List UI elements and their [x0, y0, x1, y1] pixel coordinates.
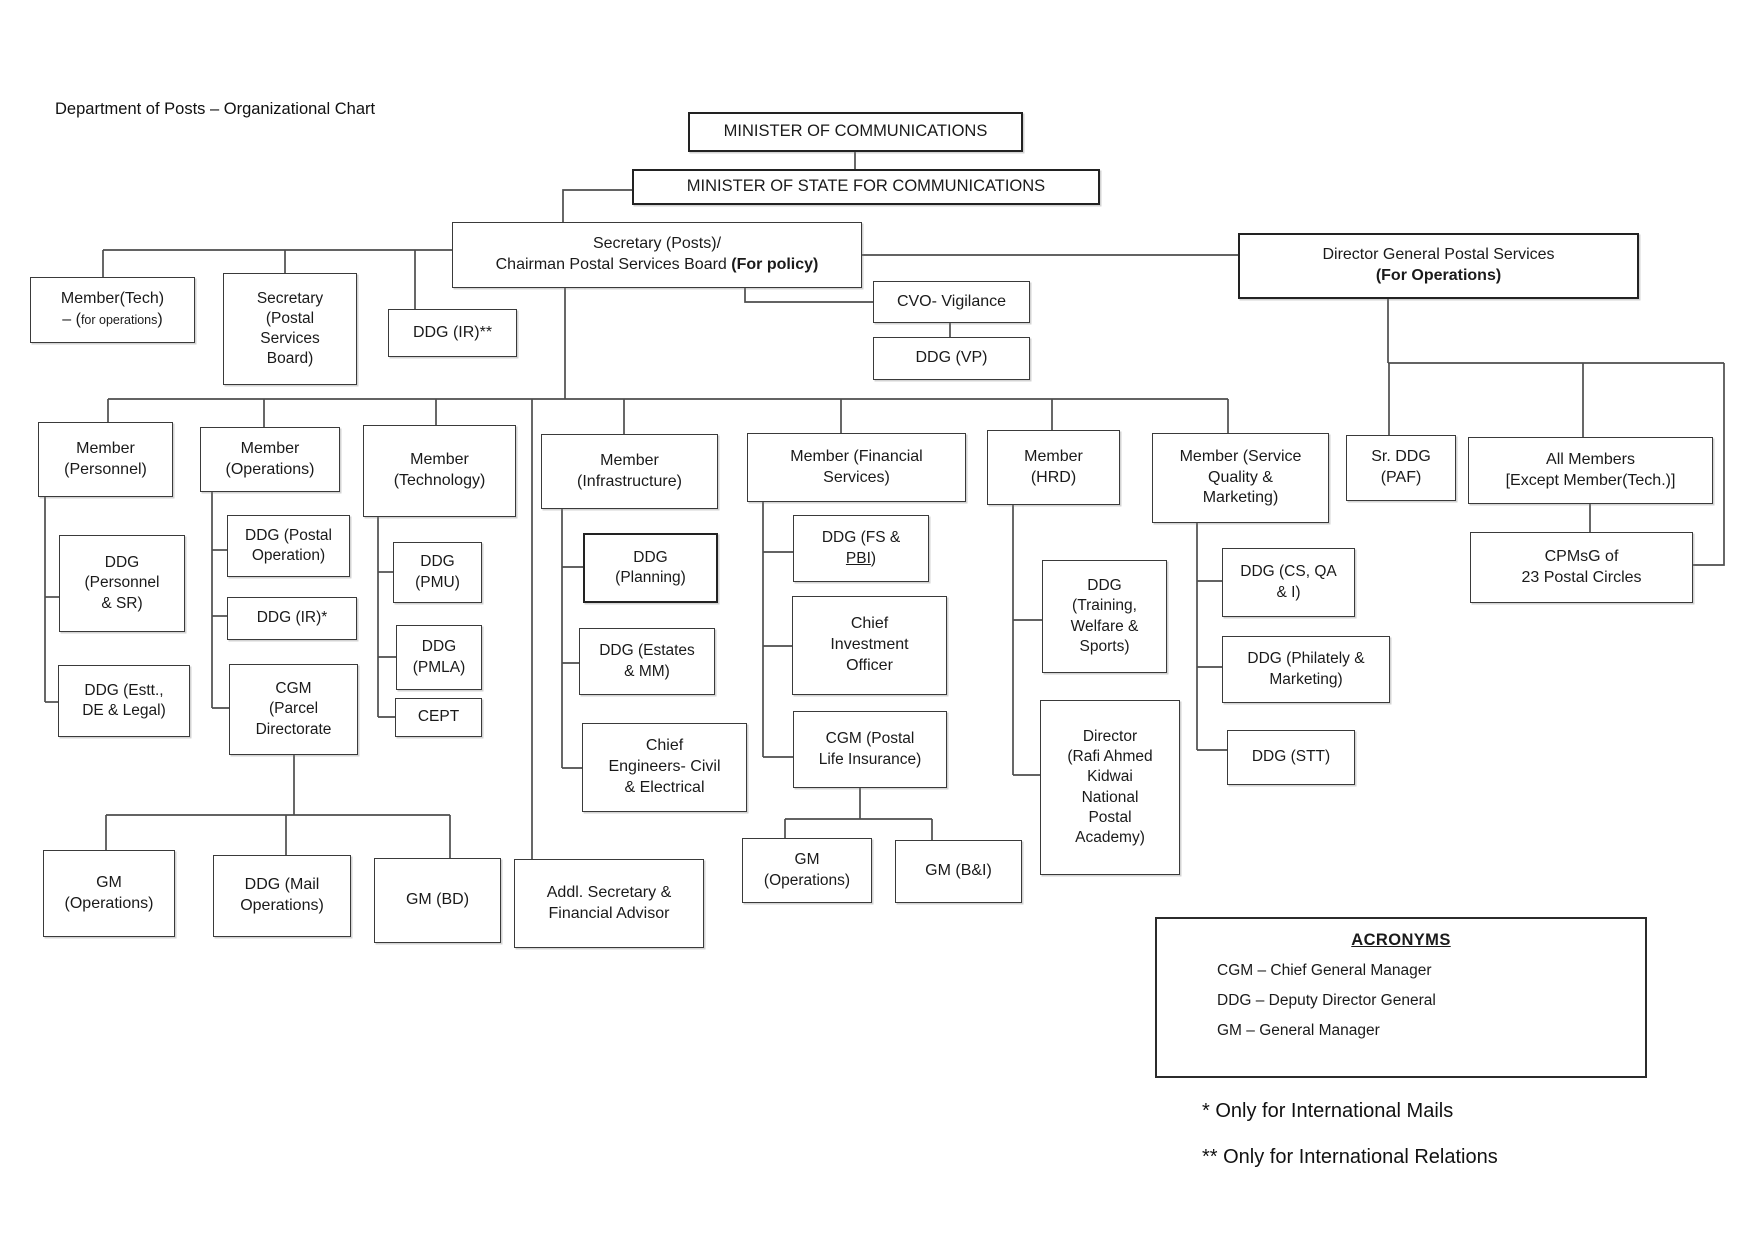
node-chief-investment-officer: [792, 596, 947, 695]
node-ddg-stt: [1227, 730, 1355, 785]
node-gm-operations-pli: [742, 838, 872, 903]
node-label-line: Member(Tech): [60, 290, 165, 308]
node-label-line: Secretary (Posts)/: [592, 235, 722, 253]
node-label-line: DDG (Postal: [245, 526, 332, 544]
node-ddg-mail-operations: [213, 855, 351, 937]
node-label-line: Chairman Postal Services Board (For policy): [495, 256, 819, 273]
node-ddg-pmu: [393, 542, 482, 603]
footnote-international-relations: ** Only for International Relations: [1202, 1146, 1498, 1168]
node-label-line: (Operations): [225, 460, 315, 478]
node-label-line: (Personnel): [64, 460, 147, 478]
node-label-line: (Postal: [265, 309, 315, 327]
node-label-line: Board): [266, 350, 314, 368]
node-ddg-personnel-sr: [59, 535, 185, 632]
node-label-line: PBI): [845, 549, 877, 567]
node-label-line: Academy): [1075, 828, 1145, 846]
node-member-personnel: [38, 422, 173, 497]
node-label-line: Member: [1024, 447, 1083, 465]
node-label-line: DDG (IR)*: [256, 609, 328, 627]
node-label-line: Member: [240, 439, 300, 457]
node-label-line: Addl. Secretary &: [546, 883, 672, 901]
node-label-line: Financial Advisor: [548, 904, 670, 922]
node-label-line: 23 Postal Circles: [1521, 568, 1642, 586]
node-label-line: Member: [76, 439, 135, 457]
node-label-line: (PMU): [415, 573, 460, 591]
node-label-line: Life Insurance): [818, 750, 922, 768]
node-label-line: MINISTER OF STATE FOR COMMUNICATIONS: [686, 177, 1046, 196]
node-label-line: Sr. DDG: [1371, 448, 1431, 466]
node-label-line: DDG: [104, 554, 140, 572]
node-label-line: DDG (Philately &: [1247, 650, 1365, 668]
node-label-line: (Planning): [615, 569, 686, 586]
node-label-line: Postal: [1088, 808, 1132, 826]
node-label-line: (Personnel: [84, 574, 160, 592]
connector-line: [563, 190, 632, 222]
node-label-line: Welfare &: [1070, 617, 1139, 635]
node-label-line: Quality &: [1208, 468, 1273, 486]
node-member-infrastructure: [541, 434, 718, 509]
node-all-members-except-tech: [1468, 437, 1713, 504]
node-label-line: Kidwai: [1087, 768, 1133, 786]
node-ddg-philately-marketing: [1222, 636, 1390, 703]
node-label-line: (Operations): [763, 871, 851, 889]
node-label-line: – (for operations): [62, 311, 163, 328]
node-label-line: Marketing): [1269, 670, 1343, 688]
acronym-item-gm: GM – General Manager: [1217, 1022, 1380, 1039]
node-ddg-training-welfare-sports: [1042, 560, 1167, 673]
node-member-service-quality-marketing: [1152, 433, 1329, 523]
node-label-line: DDG: [633, 548, 668, 566]
node-label-line: Director General Postal Services: [1322, 246, 1555, 264]
node-addl-secretary-financial-advisor: [514, 859, 704, 948]
node-label-line: Marketing): [1202, 489, 1279, 507]
node-cept: [395, 698, 482, 737]
node-label-line: CPMsG of: [1544, 547, 1619, 565]
node-cpmsg-23-postal-circles: [1470, 532, 1693, 603]
node-director-rafi-ahmed-kidwai-npa: [1040, 700, 1180, 875]
node-cgm-postal-life-insurance: [793, 711, 947, 788]
node-label-line: CVO- Vigilance: [896, 292, 1007, 310]
node-label-line: & I): [1276, 583, 1301, 601]
node-ddg-planning: [583, 533, 718, 603]
page-title: Department of Posts – Organizational Chart: [55, 100, 376, 118]
node-chief-engineers-civil-electrical: [582, 723, 747, 812]
node-label-line: MINISTER OF COMMUNICATIONS: [723, 122, 988, 141]
node-member-tech: [30, 277, 195, 343]
node-ddg-cs-qa-i: [1222, 548, 1355, 617]
node-label-line: Services): [823, 468, 890, 486]
node-sr-ddg-paf: [1346, 435, 1456, 501]
node-label-line: GM: [96, 873, 122, 891]
node-minister-state-communications: [632, 169, 1100, 205]
node-label-line: DDG: [1087, 577, 1122, 595]
node-director-general-postal-services: [1238, 233, 1639, 299]
node-label-line: Engineers- Civil: [608, 758, 721, 776]
node-member-hrd: [987, 430, 1120, 505]
node-label-line: DDG: [420, 553, 455, 571]
acronyms-title: ACRONYMS: [1351, 931, 1451, 949]
node-gm-operations-parcel: [43, 850, 175, 937]
node-ddg-vp: [873, 337, 1030, 380]
acronym-item-cgm: CGM – Chief General Manager: [1217, 962, 1432, 979]
node-label-line: DDG (STT): [1251, 748, 1331, 766]
node-label-line: DDG (Mail: [244, 876, 320, 894]
node-label-line: & MM): [624, 662, 670, 680]
node-cgm-parcel-directorate: [229, 664, 358, 755]
node-label-line: CGM: [275, 680, 312, 698]
node-label-line: Member (Financial: [790, 447, 923, 465]
node-label-line: Director: [1082, 728, 1138, 746]
node-member-financial-services: [747, 433, 966, 502]
node-label-line: & Electrical: [624, 778, 705, 796]
node-ddg-fs-pbi: [793, 515, 929, 582]
node-member-technology: [363, 425, 516, 517]
node-ddg-ir-1star: [227, 597, 357, 640]
node-cvo-vigilance: [873, 281, 1030, 323]
node-label-line: Member: [410, 451, 469, 469]
node-secretary-posts: [452, 222, 862, 288]
footnote-international-mails: * Only for International Mails: [1202, 1100, 1454, 1122]
node-label-line: Operations): [240, 897, 324, 914]
node-label-line: DDG (Estt.,: [84, 681, 164, 699]
node-label-line: DDG: [421, 638, 457, 656]
node-label-line: Investment: [830, 636, 909, 654]
node-label-line: (PAF): [1380, 469, 1422, 486]
node-member-operations: [200, 427, 340, 492]
node-label-line: (Training,: [1072, 597, 1137, 615]
acronym-item-ddg: DDG – Deputy Director General: [1217, 992, 1436, 1009]
node-label-line: & SR): [101, 594, 143, 612]
node-label-line: National: [1081, 788, 1139, 806]
node-minister-communications: [688, 112, 1023, 152]
node-gm-bd: [374, 858, 501, 943]
node-label-line: DDG (FS &: [821, 529, 901, 547]
node-label-line: (PMLA): [412, 658, 466, 676]
acronyms-box: [1155, 917, 1647, 1078]
node-label-line: [Except Member(Tech.)]: [1505, 471, 1676, 489]
node-label-line: Secretary: [256, 289, 324, 307]
node-ddg-estt-de-legal: [58, 665, 190, 737]
node-label-line: (Technology): [393, 472, 486, 489]
node-label-line: Officer: [846, 656, 893, 674]
node-label-line: GM (BD): [405, 891, 470, 909]
node-label-line: Member: [600, 451, 659, 469]
node-ddg-pmla: [396, 625, 482, 690]
node-label-line: DE & Legal): [82, 702, 166, 719]
node-label-line: Services: [260, 330, 320, 347]
node-label-line: DDG (VP): [915, 349, 988, 367]
node-label-line: Chief: [645, 737, 684, 755]
node-ddg-postal-operation: [227, 515, 350, 577]
node-label-line: DDG (IR)**: [412, 323, 493, 341]
node-label-line: (Rafi Ahmed: [1067, 748, 1153, 766]
node-label-line: DDG (CS, QA: [1240, 563, 1337, 581]
node-label-line: GM: [794, 851, 820, 869]
node-label-line: DDG (Estates: [599, 642, 695, 660]
node-label-line: (Operations): [64, 894, 154, 912]
connector-line: [745, 288, 873, 302]
node-label-line: Operation): [251, 547, 326, 564]
node-label-line: CEPT: [417, 708, 460, 726]
node-label-line: (Parcel: [268, 700, 319, 718]
node-label-line: Chief: [850, 615, 889, 633]
node-label-line: CGM (Postal: [825, 730, 915, 748]
node-ddg-estates-mm: [579, 628, 715, 695]
node-ddg-ir-2star: [388, 309, 517, 357]
node-label-line: GM (B&I): [925, 862, 992, 880]
node-label-line: All Members: [1546, 450, 1635, 468]
node-label-line: (For Operations): [1375, 267, 1502, 284]
node-secretary-postal-services-board: [223, 273, 357, 385]
node-label-line: Sports): [1079, 637, 1130, 655]
node-label-line: Member (Service: [1179, 447, 1302, 465]
node-label-line: (Infrastructure): [577, 472, 682, 490]
node-label-line: Directorate: [255, 720, 332, 738]
node-gm-bi: [895, 840, 1022, 903]
node-label-line: (HRD): [1030, 468, 1077, 486]
